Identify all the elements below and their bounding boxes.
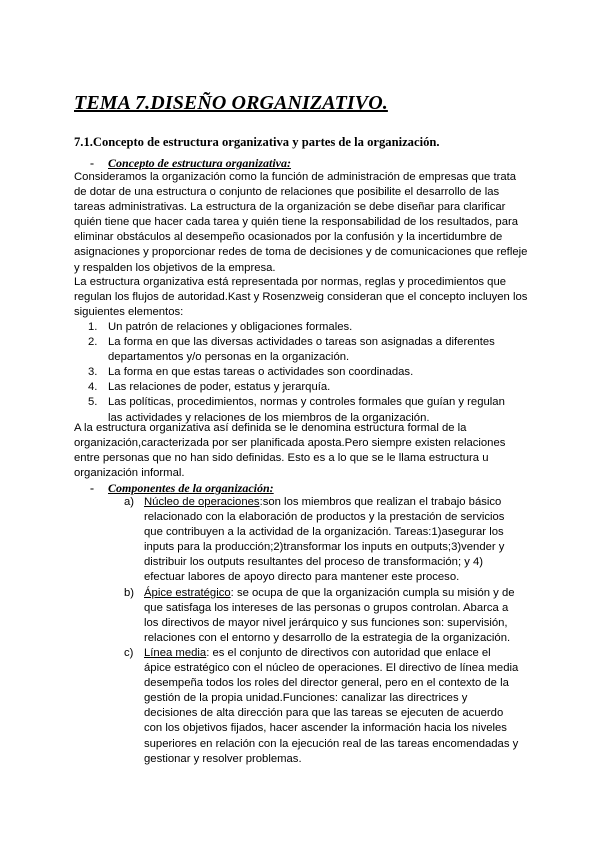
- list-item: [88, 365, 518, 380]
- concept-heading: [90, 156, 291, 171]
- components-heading: [90, 481, 274, 496]
- list-item: [124, 586, 520, 646]
- concept-paragraph-2: La estructura organizativa está representada por normas, reglas y procedimientos que regulan los flujos de autoridad.Kast y Rosenzweig consideran que el concepto incluyen los siguientes elementos:: [74, 276, 528, 319]
- list-item-text: La forma en que las diversas actividades o tareas son asignadas a diferentes departamentos y/o personas en la organización.: [108, 336, 495, 364]
- list-number: 5.: [88, 396, 98, 409]
- list-item: [88, 380, 518, 395]
- bullet-dash: -: [90, 156, 94, 170]
- list-item-text: Las políticas, procedimientos, normas y controles formales que guían y regulan las actividades y relaciones de los miembros de la organización.: [108, 396, 505, 424]
- components-heading-text: Componentes de la organización:: [108, 481, 274, 495]
- concept-paragraph-1: Consideramos la organización como la función de administración de empresas que trata de dotar de una estructura o conjunto de relaciones que posibilite el desarrollo de las tareas administrativas. La estructura de la organización se debe diseñar para clarificar quién tiene que hacer cada tarea y quién tiene la responsabilidad de los resultados, para eliminar obstáculos al desempeño ocasionados por la confusión y la incertidumbre de asignaciones y proporcionar redes de toma de decisiones y de comunicaciones que refleje y respalden los objetivos de la empresa.: [74, 171, 528, 274]
- component-term: Línea media: [144, 646, 207, 659]
- list-item: [124, 495, 520, 586]
- component-description: : se ocupa de que la organización cumpla su misión y de que satisfaga los intereses de las personas o grupos controlan. Abarca a los directivos de mayor nivel jerárquico y sus funciones son: supervisión, relaciones con el entorno y desarrollo de la estrategia de la organización.: [144, 586, 515, 644]
- component-description: : es el conjunto de directivos con autoridad que enlace el ápice estratégico con el núcleo de operaciones. El directivo de línea media desempeña todos los roles del director general, pero en el contexto de la gestión de la propia unidad.Funciones: canalizar las directrices y decisiones de alta dirección para que las tareas se ejecuten de acuerdo con los objetivos fijados, hacer ascender la información hacia los niveles superiores en relación con la ejecución real de las tareas encomendadas y gestionar y resolver problemas.: [144, 646, 519, 765]
- components-list: [124, 495, 520, 767]
- section-heading: 7.1.Concepto de estructura organizativa y partes de la organización.: [74, 135, 440, 149]
- list-letter: a): [124, 496, 135, 508]
- list-number: 4.: [88, 381, 98, 394]
- elements-list: [88, 320, 518, 426]
- list-item-text: Un patrón de relaciones y obligaciones formales.: [108, 321, 353, 333]
- list-number: 3.: [88, 366, 98, 379]
- page-title: TEMA 7.DISEÑO ORGANIZATIVO.: [74, 92, 388, 114]
- bullet-dash: -: [90, 481, 94, 495]
- concept-paragraph-3: A la estructura organizativa así definida se le denomina estructura formal de la organización,caracterizada por ser planificada aposta.Pero siempre existen relaciones entre personas que no han sido definidas. Esto es a lo que se le llama estructura u organización informal.: [74, 422, 506, 480]
- list-item: [88, 320, 518, 335]
- list-item-text: La forma en que estas tareas o actividades son coordinadas.: [108, 366, 414, 379]
- list-item: [88, 335, 518, 365]
- list-number: 2.: [88, 336, 98, 349]
- component-term: Ápice estratégico: [144, 586, 231, 599]
- list-number: 1.: [88, 321, 98, 333]
- list-letter: c): [124, 646, 134, 659]
- list-item-text: Las relaciones de poder, estatus y jerarquía.: [108, 381, 331, 394]
- component-term: Núcleo de operaciones: [144, 496, 260, 508]
- concept-heading-text: Concepto de estructura organizativa:: [108, 156, 292, 170]
- list-letter: b): [124, 586, 135, 599]
- component-description: :son los miembros que realizan el trabajo básico relacionado con la elaboración de productos y la prestación de servicios que contribuyen a la actividad de la organización. Tareas:1)asegurar los inputs para la producción;2)transformar los inputs en outputs;3)vender y distribuir los outputs resultantes del proceso de transformación; y 4) efectuar labores de apoyo directo para mantener este proceso.: [144, 496, 505, 584]
- list-item: [124, 646, 520, 767]
